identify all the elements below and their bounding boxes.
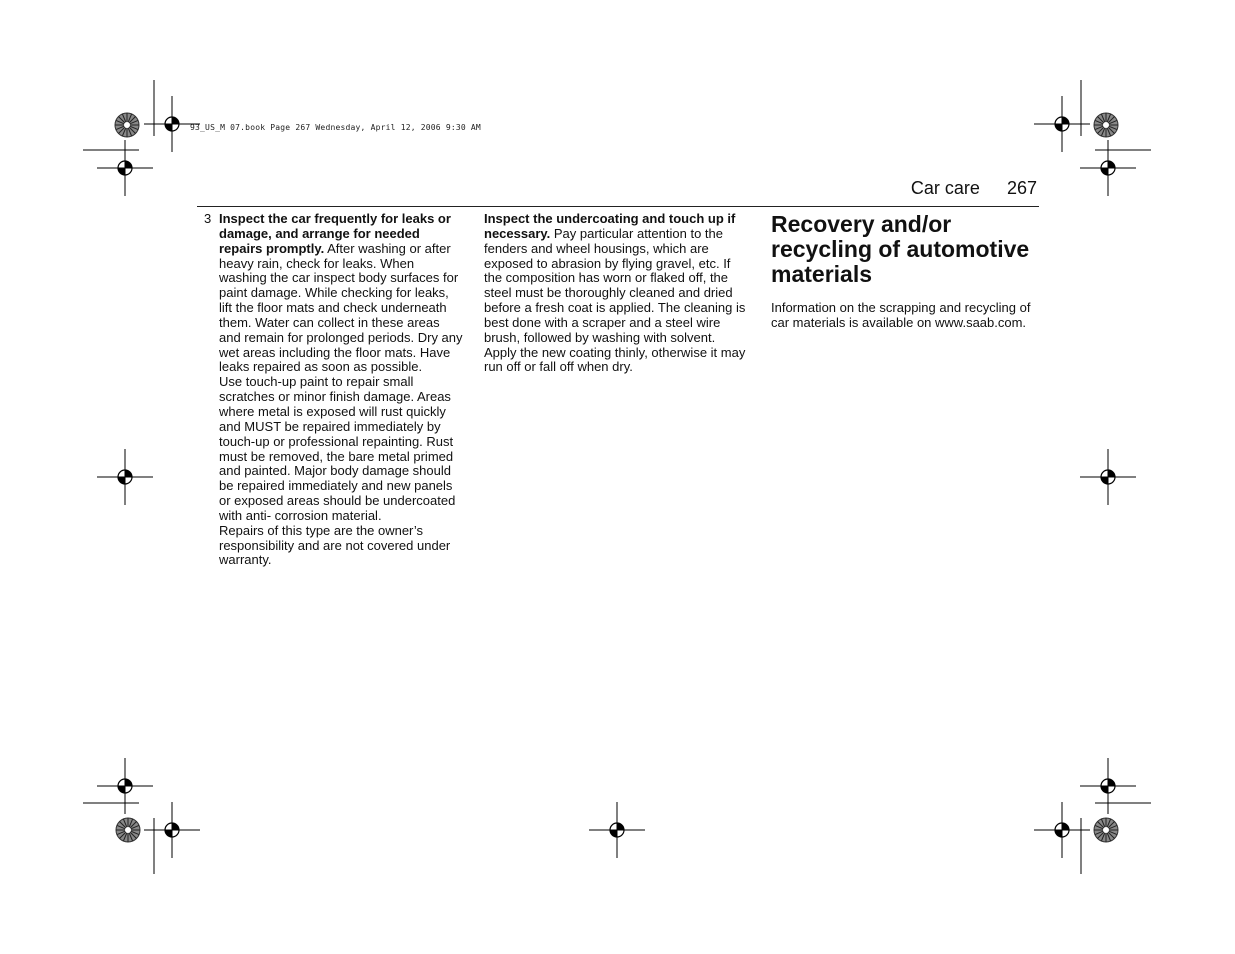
section-title: Car care bbox=[910, 178, 980, 198]
column-1 bbox=[204, 211, 464, 568]
lead-in-undercoating: Inspect the undercoating and touch up if necessary. bbox=[484, 211, 736, 241]
paragraph-undercoating bbox=[484, 212, 750, 375]
body-leaks: After washing or after heavy rain, check for leaks. When washing the car inspect body surfaces for paint damage. While checking for leaks, lift the floor mats and check underneath them. Water can collect in these areas and remain for prolonged periods. Dry any wet areas including the floor mats. Have leaks repaired as soon as possible. bbox=[219, 240, 463, 375]
paragraph-touch-up: Use touch-up paint to repair small scratches or minor finish damage. Areas where metal is exposed will rust quickly and MUST be repaired immediately by touch-up or professional repainting. Rust must be removed, the bare metal primed and painted. Major body damage should be repaired immediately and new panels or exposed areas should be undercoated with anti- corrosion material. bbox=[219, 374, 456, 523]
print-slug: 93_US_M 07.book Page 267 Wednesday, April 12, 2006 9:30 AM bbox=[190, 123, 481, 132]
paragraph-warranty: Repairs of this type are the owner’s responsibility and are not covered under warranty. bbox=[219, 522, 451, 568]
page-number: 267 bbox=[1006, 178, 1037, 198]
body-undercoating: Pay particular attention to the fenders and wheel housings, which are exposed to abrasion by flying gravel, etc. If the composition has worn or flaked off, the steel must be thoroughly cleaned and dried before a fresh coat is applied. The cleaning is best done with a scraper and a steel wire brush, followed by washing with solvent. Apply the new coating thinly, otherwise it may run off or fall off when dry. bbox=[484, 225, 746, 375]
running-head bbox=[911, 178, 1037, 199]
column-2 bbox=[484, 212, 750, 375]
lead-in-leaks: Inspect the car frequently for leaks or damage, and arrange for needed repairs promptly. bbox=[219, 211, 451, 256]
section-heading: Recovery and/or recycling of automotive materials bbox=[771, 211, 1030, 287]
header-rule bbox=[197, 206, 1039, 207]
paragraph-recycling: Information on the scrapping and recycling of car materials is available on www.saab.com. bbox=[771, 300, 1031, 330]
item-number: 3 bbox=[204, 211, 212, 226]
paragraph-leaks bbox=[219, 212, 464, 375]
column-3 bbox=[771, 212, 1039, 331]
